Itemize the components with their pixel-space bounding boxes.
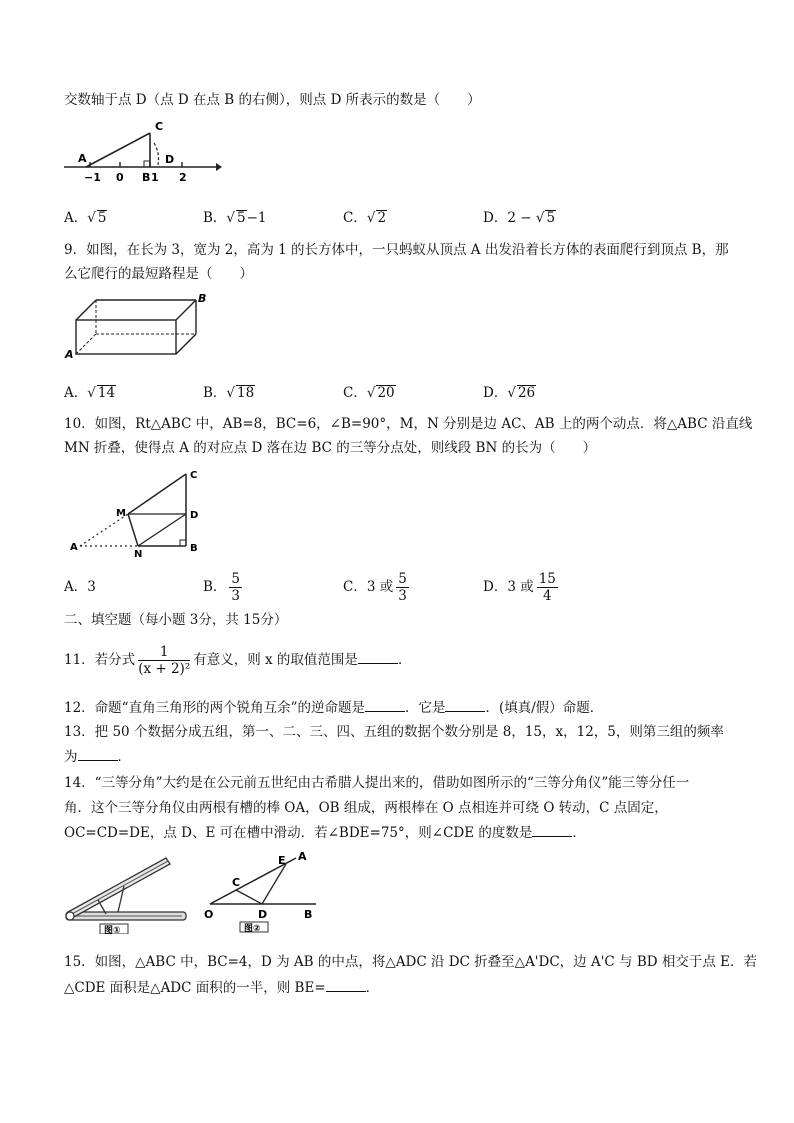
q10-option-d[interactable]: D．3 或 $\frac{15}{4}$ xyxy=(483,571,556,604)
q14-label-b: B xyxy=(304,908,313,921)
q12-answer-blank-2[interactable] xyxy=(445,697,485,712)
q14-label-c: C xyxy=(232,876,241,889)
q14-label-e: E xyxy=(278,854,286,867)
q14-line3: OC=CD=DE，点 D、E 可在槽中滑动．若∠BDE=75°，则∠CDE 的度数是 ． xyxy=(64,822,586,843)
q8-option-a-radicand: 5 xyxy=(97,210,107,226)
q14-answer-blank[interactable] xyxy=(532,822,572,837)
q10-option-a[interactable]: A．3 xyxy=(64,579,96,595)
q9-option-c[interactable]: C．√ 20 xyxy=(343,385,395,401)
q10-label-b: B xyxy=(190,543,198,554)
q14-label-o: O xyxy=(204,908,214,921)
q14-line1: 14．“三等分角”大约是在公元前五世纪由古希腊人提出来的，借助如图所示的“三等分角仪”能三等分任一 xyxy=(64,775,690,791)
q8-figure xyxy=(62,115,222,187)
q14-fig2-caption: 图② xyxy=(244,924,261,934)
q9-option-a[interactable]: A．√ 14 xyxy=(64,385,116,401)
q10-option-c[interactable]: C．3 或 $\frac{5}{3}$ xyxy=(343,571,407,604)
q15-answer-blank[interactable] xyxy=(326,977,366,992)
q14-figure-2 xyxy=(200,852,320,934)
q8-tick-zero: 0 xyxy=(116,171,124,184)
q8-option-c[interactable]: C．√ 2 xyxy=(343,210,387,226)
q10-label-a: A xyxy=(70,542,78,553)
q14-label-d: D xyxy=(258,908,268,921)
q12: 12．命题“直角三角形的两个锐角互余”的逆命题是 ．它是 ．(填真/假）命题． xyxy=(64,697,603,718)
q14-figure-1 xyxy=(62,852,192,934)
q8-stem: 交数轴于点 D（点 D 在点 B 的右侧），则点 D 所表示的数是（ ） xyxy=(64,92,481,108)
q9-stem-line1: 9．如图，在长为 3，宽为 2，高为 1 的长方体中，一只蚂蚁从顶点 A 出发沿着长方体的表面爬行到顶点 B，那 xyxy=(64,242,729,258)
q8-label-c: C xyxy=(155,120,164,133)
q10-label-m: M xyxy=(116,508,126,519)
q12-answer-blank-1[interactable] xyxy=(365,697,405,712)
q10-label-d: D xyxy=(190,510,199,521)
q13-line2: 为 ． xyxy=(64,746,131,767)
q14-label-a: A xyxy=(298,852,307,863)
q15-line1: 15．如图，△ABC 中，BC=4，D 为 AB 的中点，将△ADC 沿 DC 折叠至△A'DC，边 A'C 与 BD 相交于点 E．若 xyxy=(64,954,758,970)
q13-answer-blank[interactable] xyxy=(78,746,118,761)
q14-fig1-caption: 图① xyxy=(104,926,121,934)
q8-tick-two: 2 xyxy=(179,171,187,184)
q13-line1: 13．把 50 个数据分成五组，第一、二、三、四、五组的数据个数分别是 8，15，x，12，5，则第三组的频率 xyxy=(64,724,724,740)
section-heading: 二、填空题（每小题 3分，共 15分） xyxy=(64,612,288,628)
q8-label-b: B xyxy=(142,171,151,184)
q9-label-b: B xyxy=(198,292,207,305)
q10-figure xyxy=(62,466,212,558)
q8-option-a[interactable]: A．√ 5 xyxy=(64,210,107,226)
q8-label-d: D xyxy=(165,153,175,166)
q8-option-d[interactable]: D．2 − √ 5 xyxy=(483,210,556,226)
q10-label-c: C xyxy=(190,470,198,481)
q9-option-d[interactable]: D．√ 26 xyxy=(483,385,536,401)
q8-option-b[interactable]: B．√ 5−1 xyxy=(203,210,267,226)
q10-stem-line1: 10．如图，Rt△ABC 中，AB=8，BC=6，∠B=90°，M，N 分别是边 AC、AB 上的两个动点．将△ABC 沿直线 xyxy=(64,416,753,432)
q8-tick-one: 1 xyxy=(151,171,159,184)
q10-stem-line2: MN 折叠，使得点 A 的对应点 D 落在边 BC 的三等分点处，则线段 BN 的长为（ ） xyxy=(64,440,597,456)
q9-stem-line2: 么它爬行的最短路程是（ ） xyxy=(64,266,253,282)
q8-label-a: A xyxy=(78,152,87,165)
q9-label-a: A xyxy=(65,348,74,361)
q15-line2: △CDE 面积是△ADC 面积的一半，则 BE= ． xyxy=(64,977,379,998)
q14-line2: 角．这个三等分角仪由两根有槽的棒 OA，OB 组成，两根棒在 O 点相连并可绕 O 转动，C 点固定， xyxy=(64,800,668,816)
q9-option-b[interactable]: B．√ 18 xyxy=(203,385,255,401)
q10-label-n: N xyxy=(134,549,143,558)
q11: 11．若分式 $\frac{1}{\text{(x + 2)²}}$ 有意义，则 x 的取值范围是 ． xyxy=(64,644,412,677)
q11-answer-blank[interactable] xyxy=(358,649,398,664)
q10-option-b[interactable]: B． $\frac{5}{3}$ xyxy=(203,571,241,604)
q9-figure xyxy=(62,290,212,362)
q8-tick-minus-one: −1 xyxy=(84,171,101,184)
